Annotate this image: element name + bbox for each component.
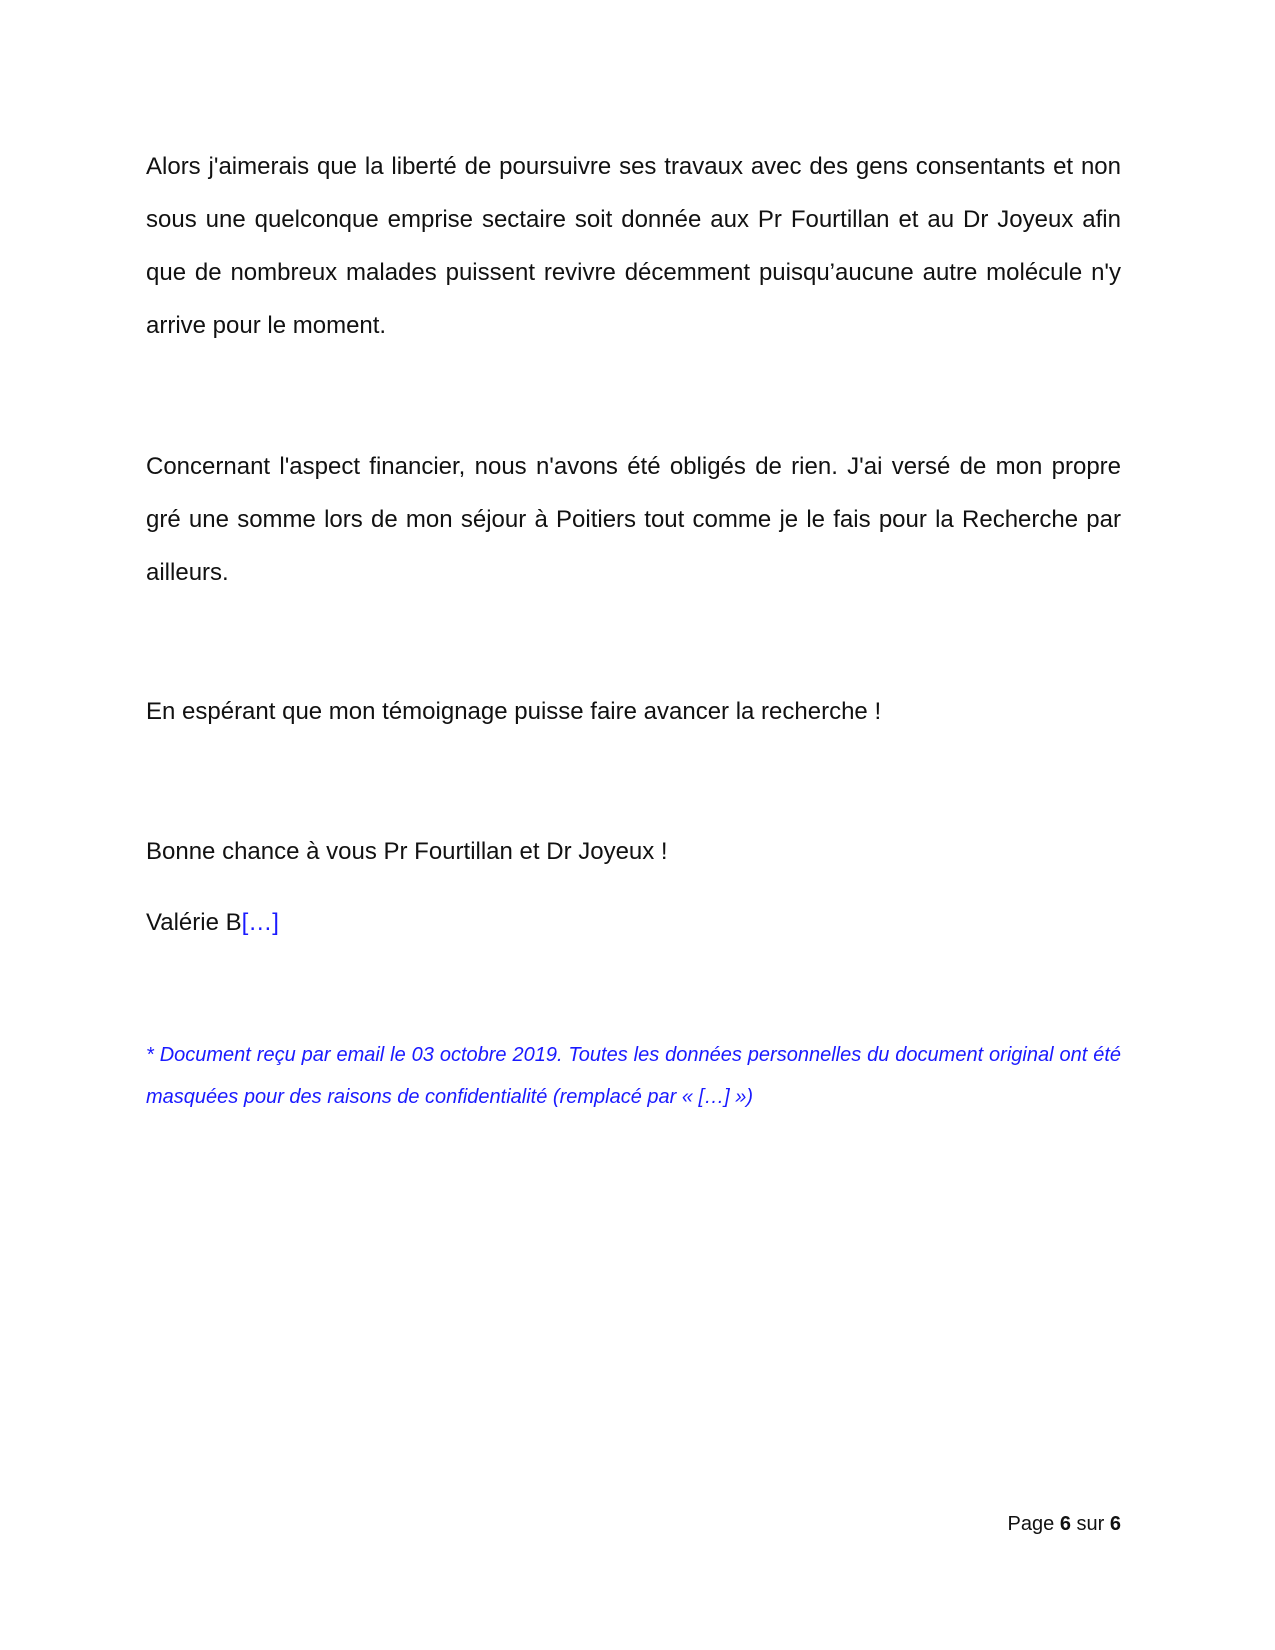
signature-name: Valérie B — [146, 909, 242, 936]
signature-redaction: […] — [241, 909, 279, 936]
confidentiality-note: * Document reçu par email le 03 octobre 2019. Toutes les données personnelles du document original ont été masquées pour des raisons de confidentialité (remplacé par « […] ») — [146, 1044, 1121, 1108]
paragraph-financier: Concernant l'aspect financier, nous n'avons été obligés de rien. J'ai versé de mon propre gré une somme lors de mon séjour à Poitiers tout comme je le fais pour la Recherche par ailleurs. — [146, 453, 1121, 586]
page-footer — [1008, 1510, 1121, 1538]
total-pages-number: 6 — [1109, 1513, 1121, 1535]
page-separator: sur — [1076, 1513, 1105, 1535]
signature — [146, 896, 1121, 949]
paragraph-bonne-chance: Bonne chance à vous Pr Fourtillan et Dr Joyeux ! — [146, 838, 668, 865]
current-page-number: 6 — [1059, 1513, 1071, 1535]
paragraph-esperant: En espérant que mon témoignage puisse faire avancer la recherche ! — [146, 698, 882, 725]
page-prefix: Page — [1007, 1513, 1055, 1535]
paragraph-liberte: Alors j'aimerais que la liberté de poursuivre ses travaux avec des gens consentants et non sous une quelconque emprise sectaire soit donnée aux Pr Fourtillan et au Dr Joyeux afin que de nombreux malades puissent revivre décemment puisqu’aucune autre molécule n'y arrive pour le moment. — [146, 153, 1121, 339]
